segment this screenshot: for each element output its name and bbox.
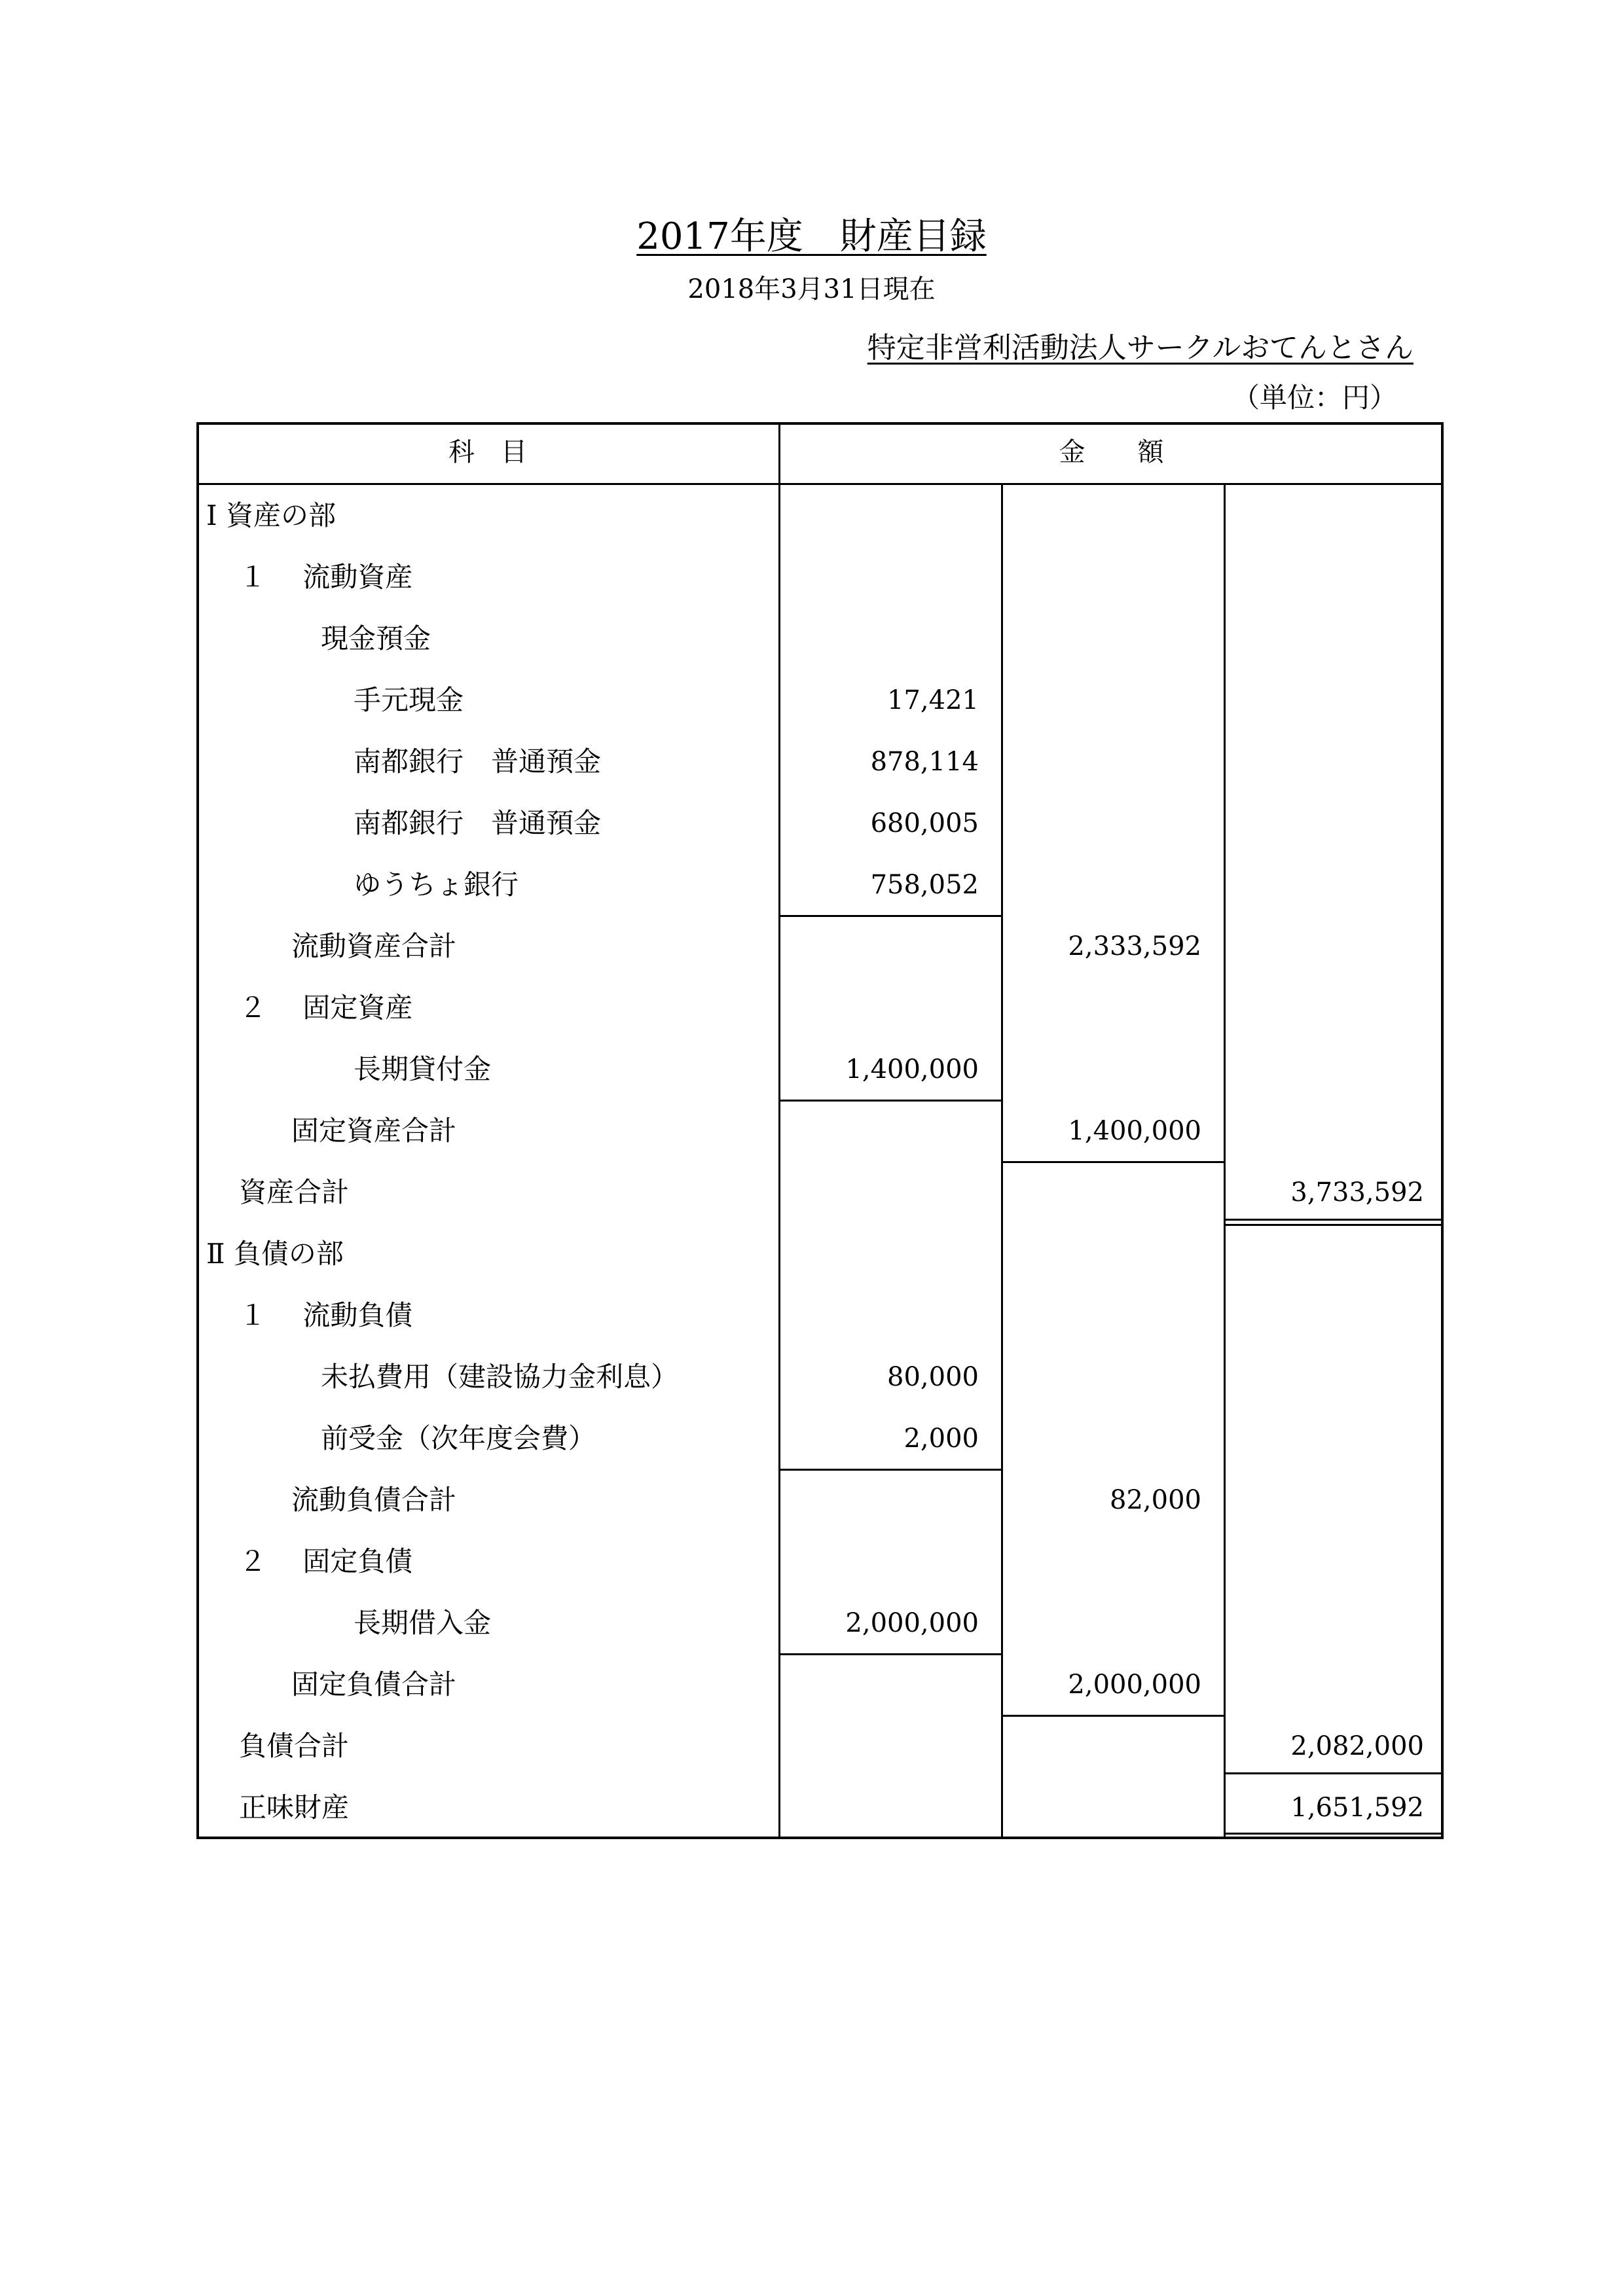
row-label: ２ 固定資産: [239, 992, 413, 1024]
row-label: 流動資産合計: [291, 930, 457, 962]
row-label: 手元現金: [354, 684, 464, 716]
header-divider: [196, 483, 1444, 485]
row-amount: 2,333,592: [1068, 931, 1201, 961]
row-amount: 2,000,000: [845, 1608, 979, 1638]
document-title: 2017年度 財産目録: [636, 215, 987, 258]
row-label: ゆうちょ銀行: [354, 869, 519, 901]
row-label: 負債合計: [239, 1730, 350, 1762]
row-label: 南都銀行 普通預金: [354, 807, 602, 839]
row-amount: 1,651,592: [1290, 1793, 1424, 1823]
row-label: 長期貸付金: [354, 1053, 492, 1085]
row-label: 南都銀行 普通預金: [354, 745, 602, 778]
header-amount: 金 額: [1059, 437, 1164, 467]
row-amount: 2,082,000: [1290, 1731, 1424, 1761]
unit-label: （単位：円）: [1231, 382, 1397, 414]
header-subject: 科 目: [448, 437, 527, 467]
row-amount: 80,000: [887, 1362, 979, 1392]
row-amount: 878,114: [870, 747, 979, 777]
row-label: １ 流動負債: [239, 1299, 413, 1331]
row-amount: 2,000,000: [1068, 1670, 1201, 1700]
row-amount: 758,052: [870, 870, 979, 900]
row-label: 流動負債合計: [291, 1484, 457, 1516]
col-divider-1: [778, 422, 780, 1839]
organization-name: 特定非営利活動法人サークルおてんとさん: [867, 331, 1413, 365]
row-label: 固定負債合計: [291, 1668, 457, 1700]
row-amount: 82,000: [1110, 1485, 1201, 1515]
row-label: 長期借入金: [354, 1607, 492, 1639]
row-label: 前受金（次年度会費）: [321, 1422, 596, 1454]
row-label: 正味財産: [239, 1791, 350, 1823]
row-amount: 1,400,000: [845, 1054, 979, 1085]
rule-col3-assets-b: [1224, 1224, 1444, 1226]
row-label: 資産合計: [239, 1176, 350, 1208]
row-amount: 17,421: [887, 685, 979, 715]
row-label: ２ 固定負債: [239, 1545, 413, 1577]
row-label: Ⅱ 負債の部: [206, 1238, 344, 1270]
row-label: 現金預金: [321, 622, 431, 655]
as-of-date: 2018年3月31日現在: [687, 274, 936, 304]
row-amount: 2,000: [903, 1424, 979, 1454]
row-amount: 1,400,000: [1068, 1116, 1201, 1146]
row-label: 未払費用（建設協力金利息）: [321, 1361, 679, 1393]
row-label: Ⅰ 資産の部: [206, 499, 336, 531]
row-amount: 3,733,592: [1290, 1177, 1424, 1208]
row-label: １ 流動資産: [239, 561, 413, 593]
row-amount: 680,005: [870, 808, 979, 838]
row-label: 固定資産合計: [291, 1115, 457, 1147]
